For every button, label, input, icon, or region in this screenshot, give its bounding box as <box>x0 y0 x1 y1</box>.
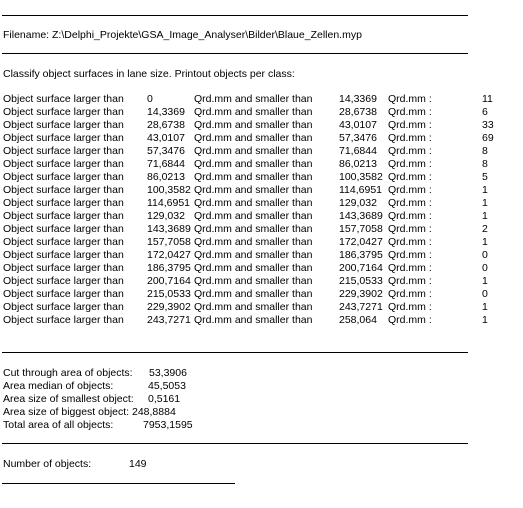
class-max-value: 86,0213 <box>339 158 377 170</box>
class-unit: Qrd.mm : <box>388 301 432 313</box>
class-max-value: 157,7058 <box>339 223 383 235</box>
divider-top <box>2 15 468 16</box>
class-min-value: 114,6951 <box>147 197 191 209</box>
classify-heading: Classify object surfaces in lane size. Printout objects per class: <box>3 68 295 80</box>
class-range-text: Qrd.mm and smaller than <box>194 93 313 105</box>
class-min-value: 100,3582 <box>147 184 191 196</box>
class-label: Object surface larger than <box>3 275 124 287</box>
class-count: 1 <box>482 236 488 248</box>
object-count-value: 149 <box>129 458 147 470</box>
stat-label: Cut through area of objects: <box>3 367 133 379</box>
class-range-text: Qrd.mm and smaller than <box>194 314 313 326</box>
class-max-value: 172,0427 <box>339 236 383 248</box>
class-max-value: 43,0107 <box>339 119 377 131</box>
class-min-value: 243,7271 <box>147 314 191 326</box>
class-min-value: 200,7164 <box>147 275 191 287</box>
class-label: Object surface larger than <box>3 236 124 248</box>
class-count: 0 <box>482 288 488 300</box>
stat-value: 0,5161 <box>148 393 181 405</box>
class-max-value: 200,7164 <box>339 262 383 274</box>
class-min-value: 129,032 <box>147 210 185 222</box>
class-label: Object surface larger than <box>3 132 124 144</box>
class-unit: Qrd.mm : <box>388 275 432 287</box>
class-count: 0 <box>482 249 488 261</box>
class-max-value: 57,3476 <box>339 132 377 144</box>
class-max-value: 186,3795 <box>339 249 383 261</box>
class-label: Object surface larger than <box>3 171 124 183</box>
class-label: Object surface larger than <box>3 223 124 235</box>
class-min-value: 57,3476 <box>147 145 185 157</box>
class-max-value: 71,6844 <box>339 145 377 157</box>
class-unit: Qrd.mm : <box>388 184 432 196</box>
class-count: 0 <box>482 262 488 274</box>
class-max-value: 143,3689 <box>339 210 383 222</box>
class-min-value: 229,3902 <box>147 301 191 313</box>
stat-label: Area size of smallest object: <box>3 393 134 405</box>
class-max-value: 258,064 <box>339 314 377 326</box>
divider-after-filename <box>2 53 468 54</box>
stat-total-area <box>3 419 193 432</box>
class-range-text: Qrd.mm and smaller than <box>194 288 313 300</box>
class-min-value: 143,3689 <box>147 223 191 235</box>
stat-value: 53,3906 <box>149 367 187 379</box>
class-label: Object surface larger than <box>3 249 124 261</box>
class-count: 1 <box>482 184 488 196</box>
class-range-text: Qrd.mm and smaller than <box>194 262 313 274</box>
class-range-text: Qrd.mm and smaller than <box>194 106 313 118</box>
class-label: Object surface larger than <box>3 197 124 209</box>
class-range-text: Qrd.mm and smaller than <box>194 236 313 248</box>
class-count: 8 <box>482 158 488 170</box>
class-label: Object surface larger than <box>3 93 124 105</box>
class-unit: Qrd.mm : <box>388 223 432 235</box>
stat-biggest-object <box>3 406 176 419</box>
stat-value: 248,8884 <box>132 406 176 418</box>
class-max-value: 114,6951 <box>339 184 383 196</box>
class-count: 5 <box>482 171 488 183</box>
class-count: 1 <box>482 314 488 326</box>
class-min-value: 28,6738 <box>147 119 185 131</box>
class-count: 6 <box>482 106 488 118</box>
object-count-label: Number of objects: <box>3 458 92 470</box>
stat-label: Total area of all objects: <box>3 419 114 431</box>
class-count: 1 <box>482 197 488 209</box>
class-label: Object surface larger than <box>3 119 124 131</box>
class-min-value: 14,3369 <box>147 106 185 118</box>
class-range-text: Qrd.mm and smaller than <box>194 210 313 222</box>
class-min-value: 43,0107 <box>147 132 185 144</box>
class-max-value: 215,0533 <box>339 275 383 287</box>
divider-after-classes <box>2 352 468 353</box>
class-unit: Qrd.mm : <box>388 314 432 326</box>
class-count: 1 <box>482 301 488 313</box>
class-min-value: 215,0533 <box>147 288 191 300</box>
class-unit: Qrd.mm : <box>388 210 432 222</box>
class-unit: Qrd.mm : <box>388 93 432 105</box>
class-count: 11 <box>482 93 493 105</box>
class-unit: Qrd.mm : <box>388 106 432 118</box>
class-range-text: Qrd.mm and smaller than <box>194 132 313 144</box>
class-range-text: Qrd.mm and smaller than <box>194 249 313 261</box>
class-max-value: 243,7271 <box>339 301 383 313</box>
class-range-text: Qrd.mm and smaller than <box>194 171 313 183</box>
class-count: 1 <box>482 210 488 222</box>
class-count: 1 <box>482 275 488 287</box>
class-label: Object surface larger than <box>3 314 124 326</box>
class-count: 33 <box>482 119 494 131</box>
class-unit: Qrd.mm : <box>388 197 432 209</box>
class-range-text: Qrd.mm and smaller than <box>194 184 313 196</box>
class-unit: Qrd.mm : <box>388 249 432 261</box>
class-unit: Qrd.mm : <box>388 262 432 274</box>
stat-smallest-object <box>3 393 181 406</box>
class-min-value: 186,3795 <box>147 262 191 274</box>
stat-label: Area size of biggest object: <box>3 406 130 418</box>
class-unit: Qrd.mm : <box>388 171 432 183</box>
class-label: Object surface larger than <box>3 106 124 118</box>
class-range-text: Qrd.mm and smaller than <box>194 223 313 235</box>
class-min-value: 0 <box>147 93 153 105</box>
class-range-text: Qrd.mm and smaller than <box>194 275 313 287</box>
class-max-value: 229,3902 <box>339 288 383 300</box>
class-unit: Qrd.mm : <box>388 132 432 144</box>
class-min-value: 157,7058 <box>147 236 191 248</box>
filename-text: Filename: Z:\Delphi_Projekte\GSA_Image_Analyser\Bilder\Blaue_Zellen.myp <box>3 29 362 41</box>
class-range-text: Qrd.mm and smaller than <box>194 145 313 157</box>
class-label: Object surface larger than <box>3 262 124 274</box>
class-unit: Qrd.mm : <box>388 158 432 170</box>
class-max-value: 100,3582 <box>339 171 383 183</box>
class-label: Object surface larger than <box>3 145 124 157</box>
class-label: Object surface larger than <box>3 288 124 300</box>
class-count: 8 <box>482 145 488 157</box>
stat-cut-through-area <box>3 367 187 380</box>
class-max-value: 129,032 <box>339 197 377 209</box>
class-range-text: Qrd.mm and smaller than <box>194 158 313 170</box>
class-unit: Qrd.mm : <box>388 119 432 131</box>
class-count: 2 <box>482 223 488 235</box>
class-min-value: 71,6844 <box>147 158 185 170</box>
class-max-value: 14,3369 <box>339 93 377 105</box>
class-max-value: 28,6738 <box>339 106 377 118</box>
class-range-text: Qrd.mm and smaller than <box>194 197 313 209</box>
class-label: Object surface larger than <box>3 210 124 222</box>
class-label: Object surface larger than <box>3 158 124 170</box>
stat-value: 45,5053 <box>148 380 186 392</box>
class-unit: Qrd.mm : <box>388 145 432 157</box>
divider-bottom <box>2 483 235 484</box>
class-min-value: 172,0427 <box>147 249 191 261</box>
divider-after-stats <box>2 443 468 444</box>
class-label: Object surface larger than <box>3 184 124 196</box>
stat-area-median <box>3 380 186 393</box>
class-range-text: Qrd.mm and smaller than <box>194 301 313 313</box>
stat-value: 7953,1595 <box>143 419 193 431</box>
class-unit: Qrd.mm : <box>388 236 432 248</box>
class-range-text: Qrd.mm and smaller than <box>194 119 313 131</box>
class-unit: Qrd.mm : <box>388 288 432 300</box>
class-label: Object surface larger than <box>3 301 124 313</box>
class-count: 69 <box>482 132 494 144</box>
object-count <box>3 458 147 471</box>
stat-label: Area median of objects: <box>3 380 114 392</box>
class-min-value: 86,0213 <box>147 171 185 183</box>
